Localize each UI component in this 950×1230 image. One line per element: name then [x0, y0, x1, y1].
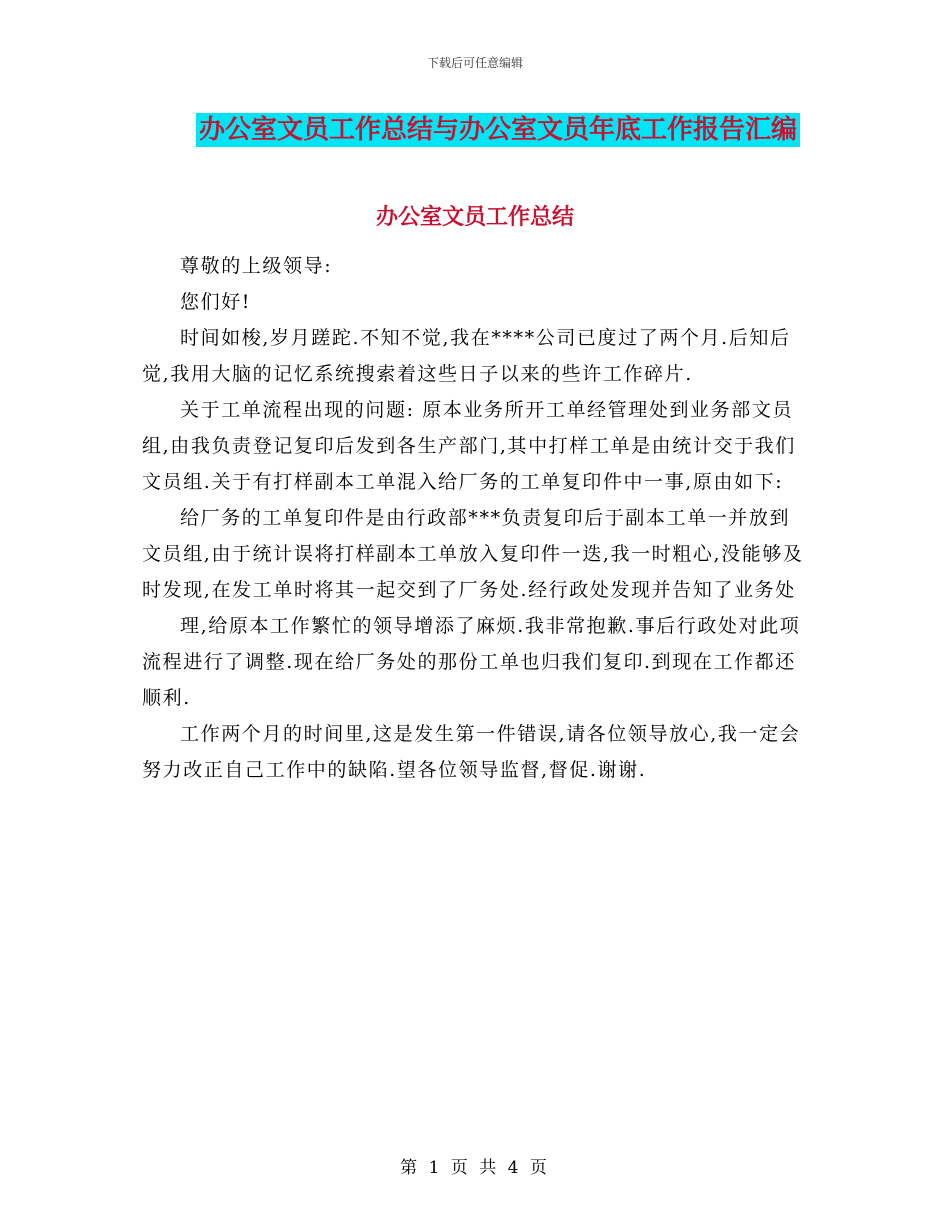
document-title-container: [0, 113, 950, 147]
document-body: [142, 248, 810, 788]
page-header-note: 下载后可任意编辑: [426, 56, 523, 70]
body-paragraph: 关于工单流程出现的问题: 原本业务所开工单经管理处到业务部文员组,由我负责登记复印后发到各生产部门,其中打样工单是由统计交于我们文员组.关于有打样副本工单混入给厂务的工单复印件中一事,原由如下:: [142, 399, 796, 493]
salutation: 尊敬的上级领导:: [180, 255, 333, 277]
document-title: 办公室文员工作总结与办公室文员年底工作报告汇编: [196, 113, 800, 147]
page-number: 第 1 页 共 4 页: [400, 1158, 550, 1178]
body-paragraph: 理,给原本工作繁忙的领导增添了麻烦.我非常抱歉.事后行政处对此项流程进行了调整.现在给厂务处的那份工单也归我们复印.到现在工作都还顺利.: [142, 615, 801, 709]
section-title: 办公室文员工作总结: [375, 205, 574, 230]
body-paragraph: 工作两个月的时间里,这是发生第一件错误,请各位领导放心,我一定会努力改正自己工作中的缺陷.望各位领导监督,督促.谢谢.: [142, 723, 801, 781]
body-paragraph: 给厂务的工单复印件是由行政部***负责复印后于副本工单一并放到文员组,由于统计误将打样副本工单放入复印件一迭,我一时粗心,没能够及时发现,在发工单时将其一起交到了厂务处.经行政处发现并告知了业务处: [142, 507, 804, 601]
greeting: 您们好!: [180, 291, 252, 313]
body-paragraph: 时间如梭,岁月蹉跎.不知不觉,我在****公司已度过了两个月.后知后觉,我用大脑的记忆系统搜索着这些日子以来的些许工作碎片.: [142, 327, 791, 385]
